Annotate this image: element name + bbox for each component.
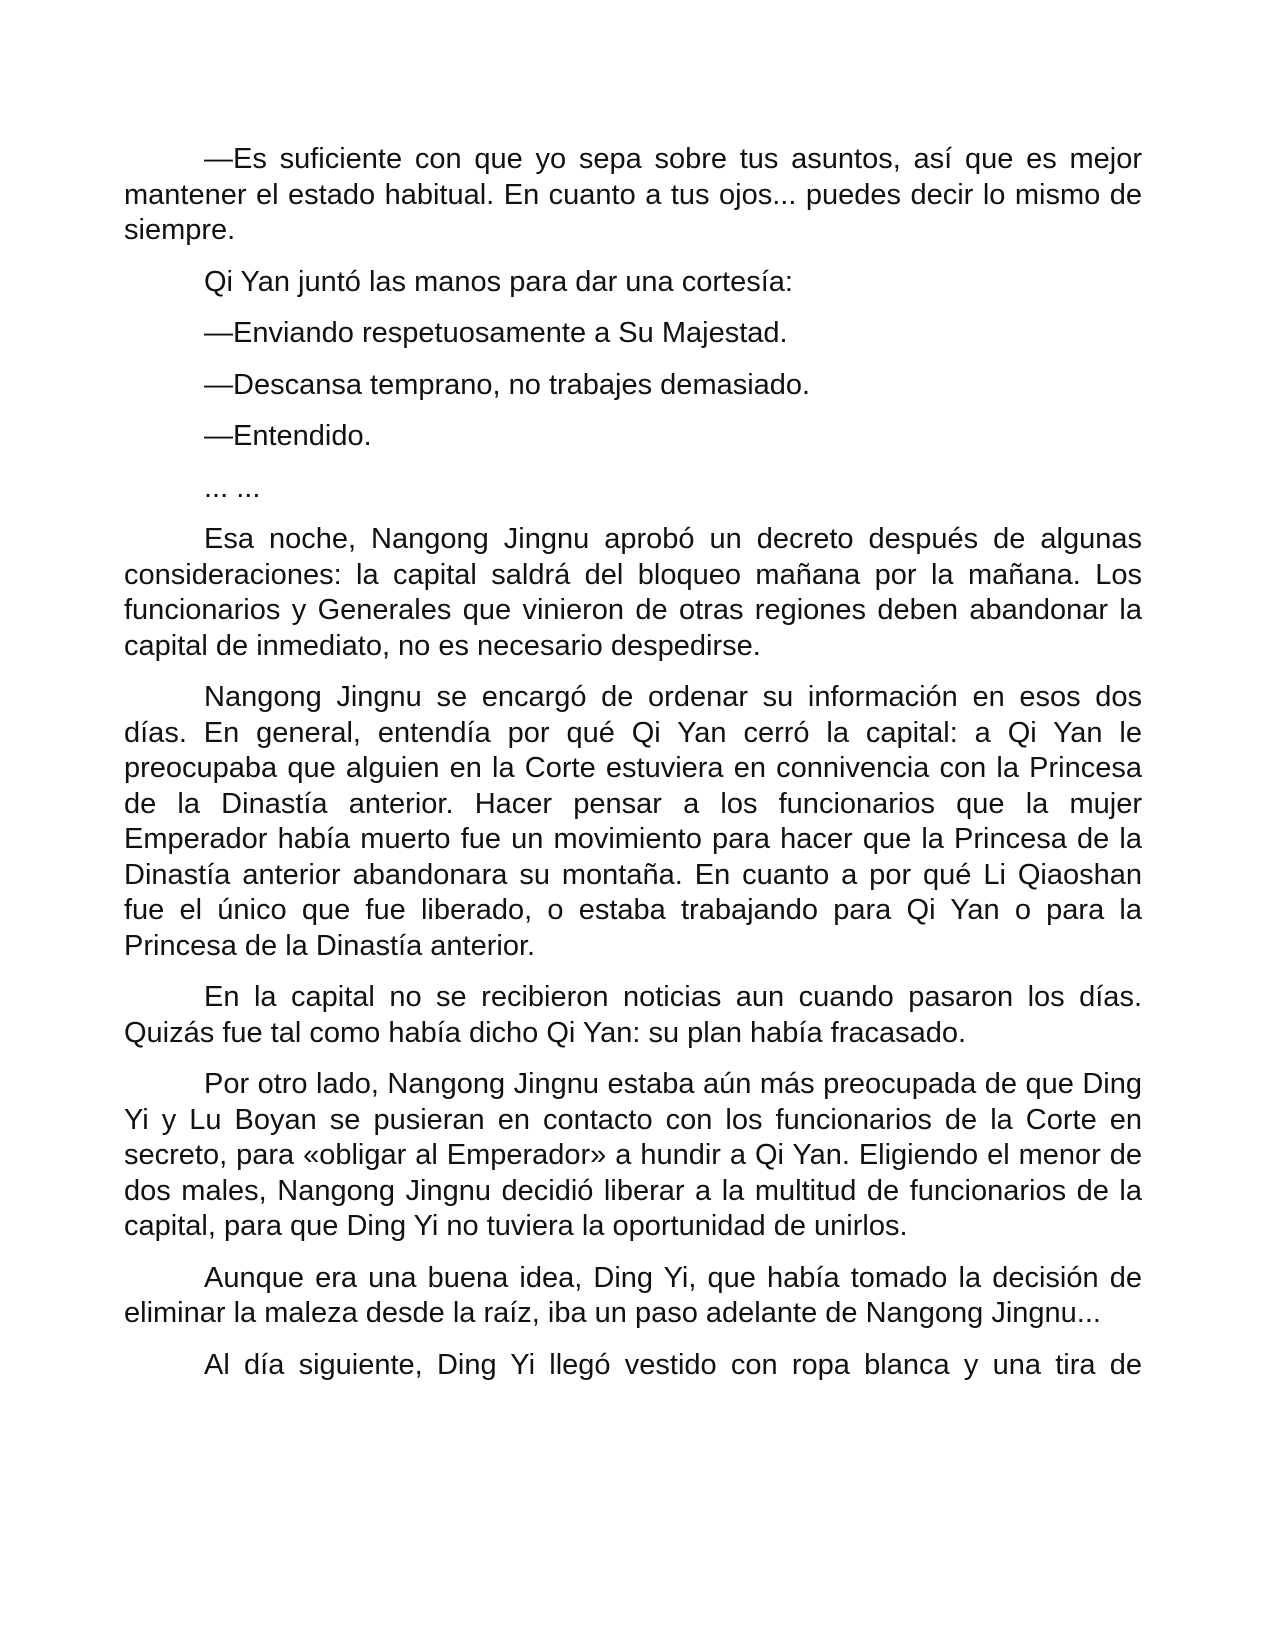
paragraph-4: —Descansa temprano, no trabajes demasiado. [204,368,811,401]
paragraph-7: Esa noche, Nangong Jingnu aprobó un decreto después de algunas consideraciones: la capital saldrá del bloqueo mañana por la mañana. Los funcionarios y Generales que vinieron de otras regiones deben abandonar la capital de inmediato, no es necesario despedirse. [124,523,1142,662]
document-page [124,142,1142,1399]
paragraph-8: Nangong Jingnu se encargó de ordenar su información en esos dos días. En general, entendía por qué Qi Yan cerró la capital: a Qi Yan le preocupaba que alguien en la Corte estuviera en connivencia con la Princesa de la Dinastía anterior. Hacer pensar a los funcionarios que la mujer Emperador había muerto fue un movimiento para hacer que la Princesa de la Dinastía anterior abandonara su montaña. En cuanto a por qué Li Qiaoshan fue el único que fue liberado, o estaba trabajando para Qi Yan o para la Princesa de la Dinastía anterior. [124,681,1142,962]
paragraph-5: —Entendido. [204,420,372,452]
paragraph-12: Al día siguiente, Ding Yi llegó vestido con ropa blanca y una tira de [204,1348,1142,1381]
paragraph-11: Aunque era una buena idea, Ding Yi, que había tomado la decisión de eliminar la maleza desde la raíz, iba un paso adelante de Nangong Jingnu... [124,1261,1142,1329]
paragraph-3: —Enviando respetuosamente a Su Majestad. [204,317,788,349]
paragraph-10: Por otro lado, Nangong Jingnu estaba aún más preocupada de que Ding Yi y Lu Boyan se pusieran en contacto con los funcionarios de la Corte en secreto, para «obligar al Emperador» a hundir a Qi Yan. Eligiendo el menor de dos males, Nangong Jingnu decidió liberar a la multitud de funcionarios de la capital, para que Ding Yi no tuviera la oportunidad de unirlos. [124,1068,1142,1242]
paragraph-1: —Es suficiente con que yo sepa sobre tus asuntos, así que es mejor mantener el estado habitual. En cuanto a tus ojos... puedes decir lo mismo de siempre. [124,143,1142,246]
paragraph-6: ... ... [204,471,261,504]
paragraph-2: Qi Yan juntó las manos para dar una cortesía: [204,265,793,298]
paragraph-9: En la capital no se recibieron noticias aun cuando pasaron los días. Quizás fue tal como había dicho Qi Yan: su plan había fracasado. [124,981,1142,1049]
